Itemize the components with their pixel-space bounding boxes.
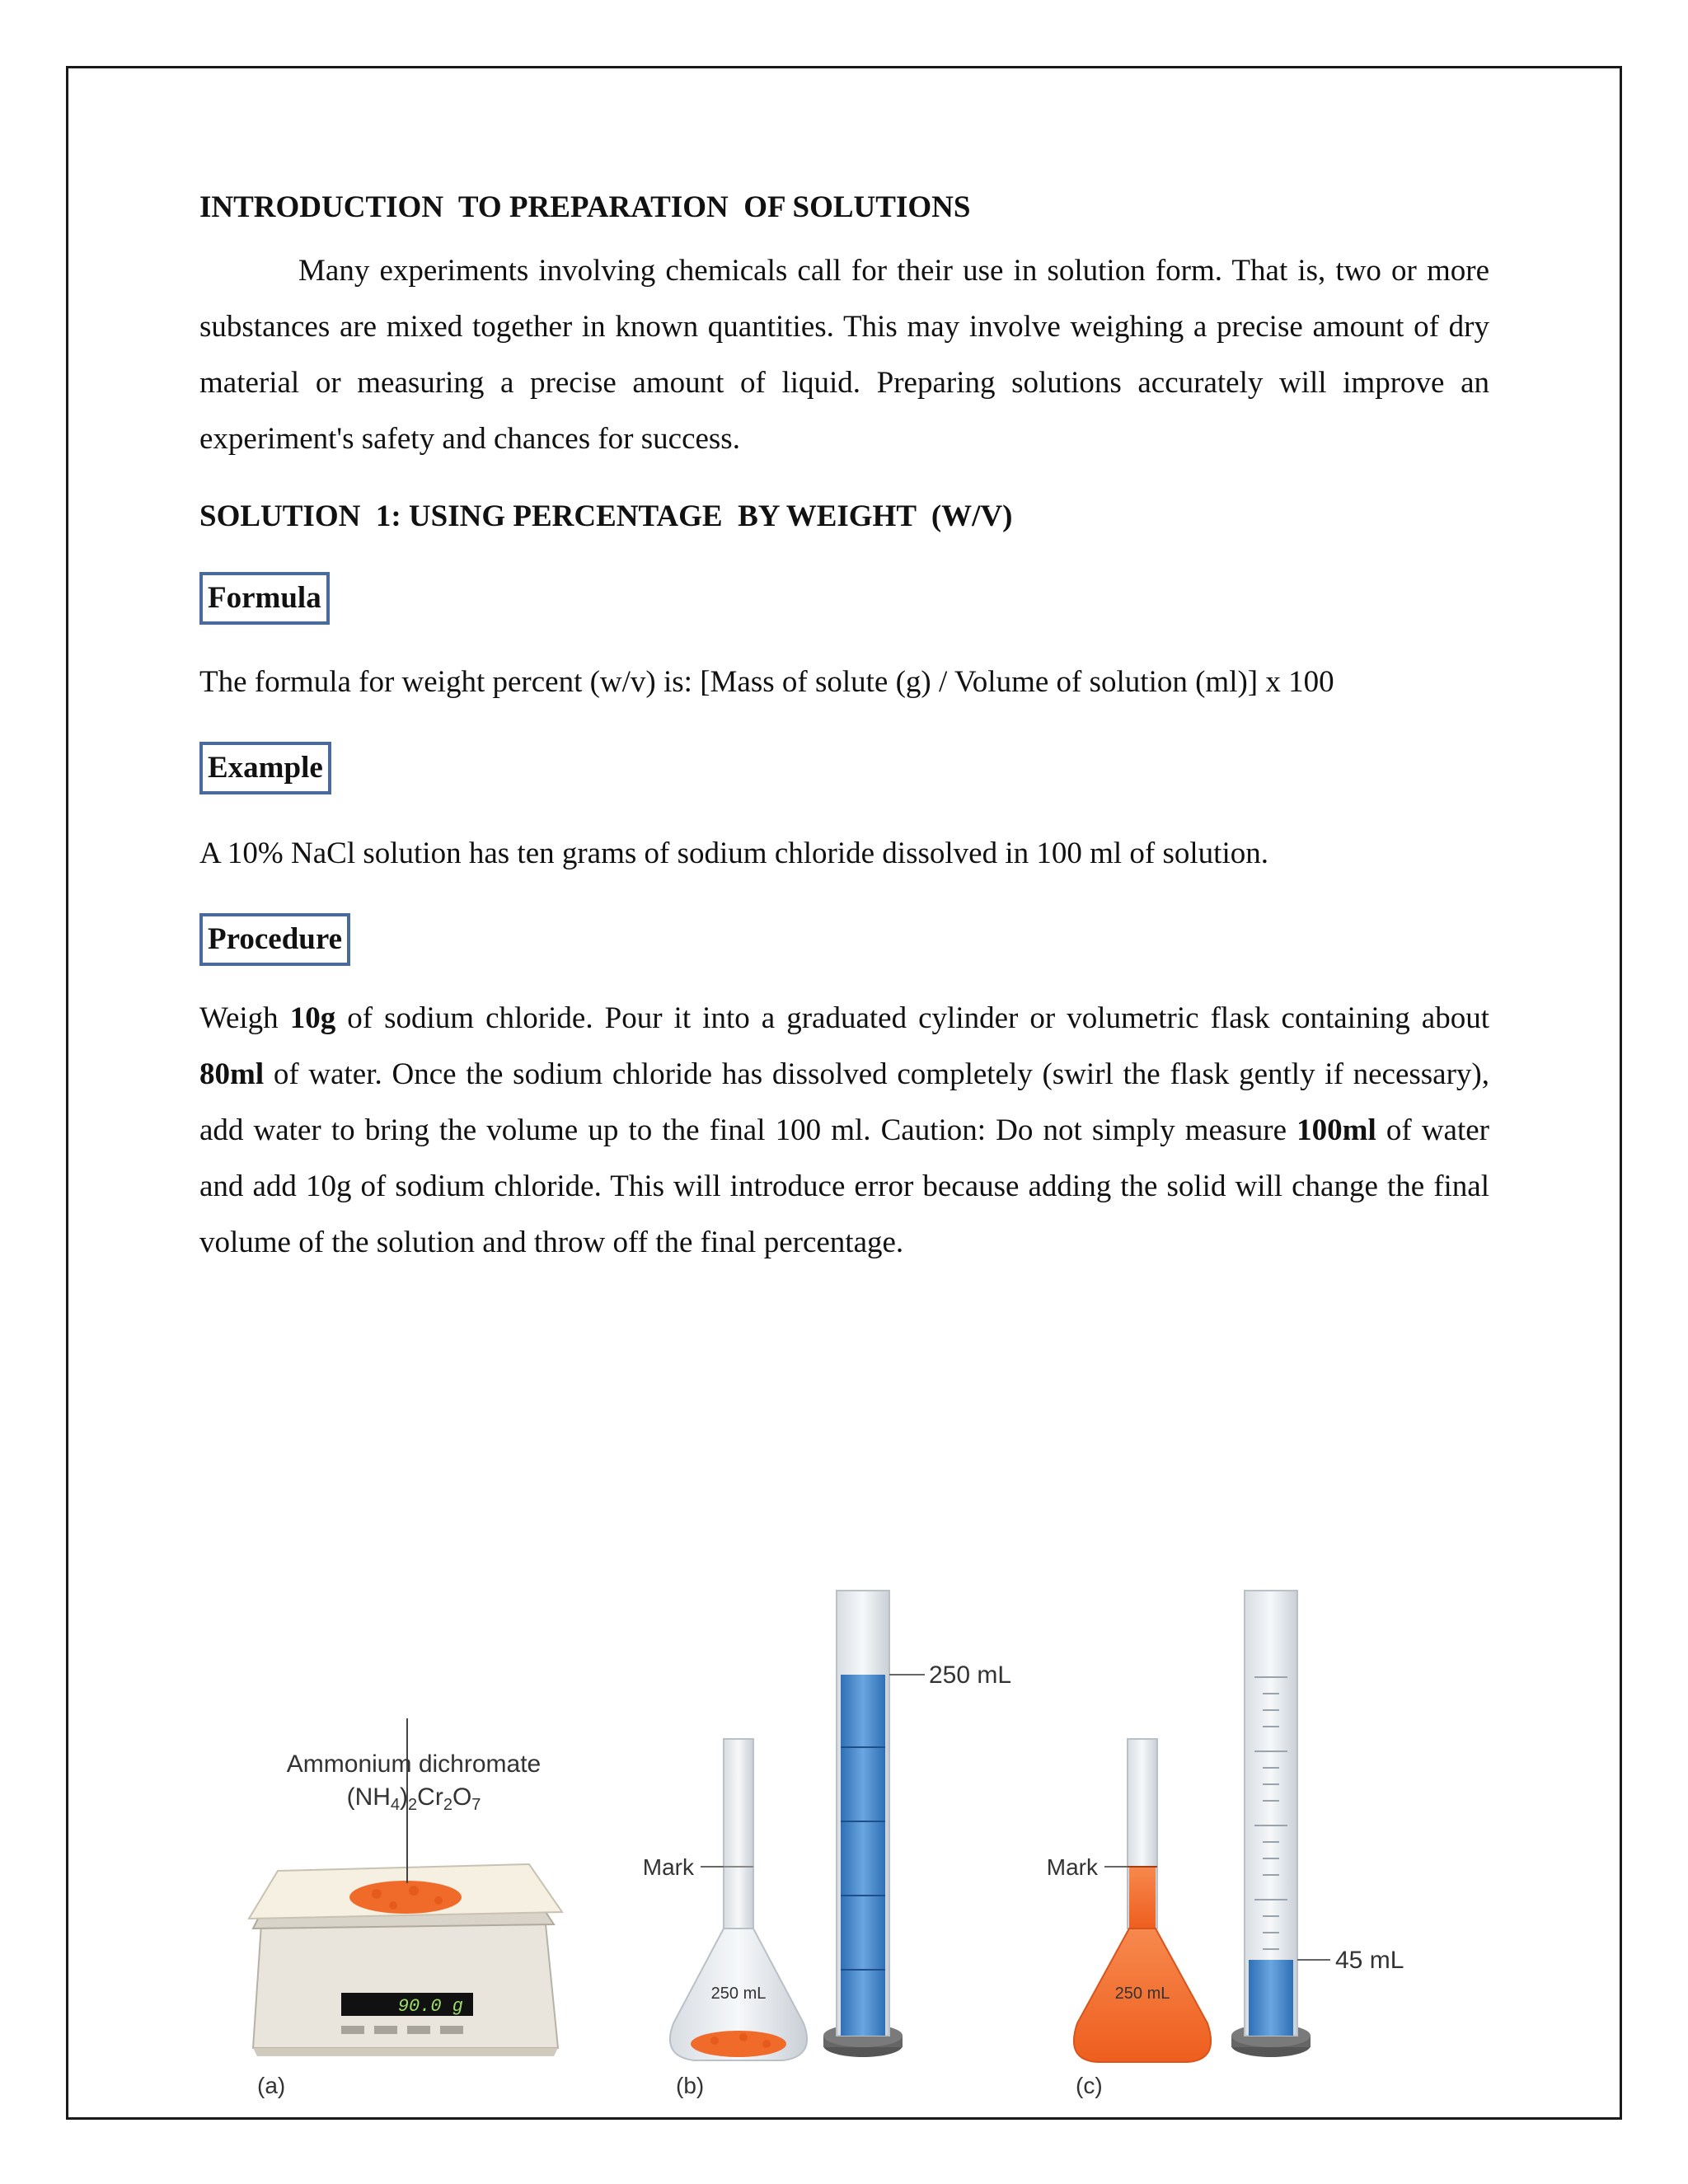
- lab-figure: [199, 1574, 1489, 2118]
- flask-b-volume: 250 mL: [710, 1985, 767, 2003]
- section-heading: SOLUTION 1: USING PERCENTAGE BY WEIGHT (W/V): [199, 499, 1013, 533]
- lab-illustration: [199, 1574, 1489, 2118]
- caution-volume-value: 100ml: [1296, 1113, 1376, 1147]
- graduated-cylinder-b: [823, 1591, 903, 2057]
- graduated-cylinder-c: [1231, 1591, 1311, 2057]
- water-volume-value: 80ml: [199, 1057, 265, 1091]
- solid-pile: [349, 1881, 462, 1914]
- volumetric-flask-c: [1074, 1739, 1211, 2062]
- example-text: A 10% NaCl solution has ten grams of sodium chloride dissolved in 100 ml of solution.: [199, 837, 1268, 870]
- document-body: [199, 190, 1489, 2098]
- volumetric-flask-b: [670, 1739, 807, 2060]
- formula-label: Formula: [199, 572, 330, 625]
- example-label: Example: [199, 742, 331, 794]
- flask-c-volume: 250 mL: [1114, 1985, 1170, 2003]
- procedure-label: Procedure: [199, 913, 350, 966]
- intro-paragraph: Many experiments involving chemicals call for their use in solution form. That is, two or more substances are mixed together in known quantities. This may involve weighing a precise amount of dry material or measuring a precise amount of liquid. Preparing solutions accurately will improve an experiment's safety and chances for success.: [199, 254, 1489, 456]
- panel-a-label: (a): [257, 2073, 286, 2098]
- cylinder-c-volume: 45 mL: [1335, 1947, 1404, 1974]
- panel-b-label: (b): [676, 2073, 705, 2098]
- scale-reading: 90.0 g: [397, 1996, 463, 2017]
- panel-c-label: (c): [1076, 2073, 1103, 2098]
- mass-value: 10g: [289, 1001, 336, 1035]
- mark-label-c: Mark: [1046, 1854, 1098, 1880]
- compound-formula: $(NH_4)_2Cr_2O_7$: [346, 1783, 481, 1814]
- cylinder-b-volume: 250 mL: [929, 1661, 1012, 1689]
- page-title: INTRODUCTION TO PREPARATION OF SOLUTIONS: [199, 190, 971, 224]
- mark-label-b: Mark: [642, 1854, 694, 1880]
- formula-text: The formula for weight percent (w/v) is: [Mass of solute (g) / Volume of solution (ml)] x 100: [199, 665, 1334, 699]
- procedure-text: Weigh 10g of sodium chloride. Pour it into a graduated cylinder or volumetric flask containing about 80ml of water. Once the sodium chloride has dissolved completely (swirl the flask gently if necessary), add water to bring the volume up to the final 100 ml. Caution: Do not simply measure 100ml of water and add 10g of sodium chloride. This will introduce error because adding the solid will change the final volume of the solution and throw off the final percentage.: [199, 1001, 1489, 1259]
- compound-name: Ammonium dichromate: [286, 1750, 542, 1778]
